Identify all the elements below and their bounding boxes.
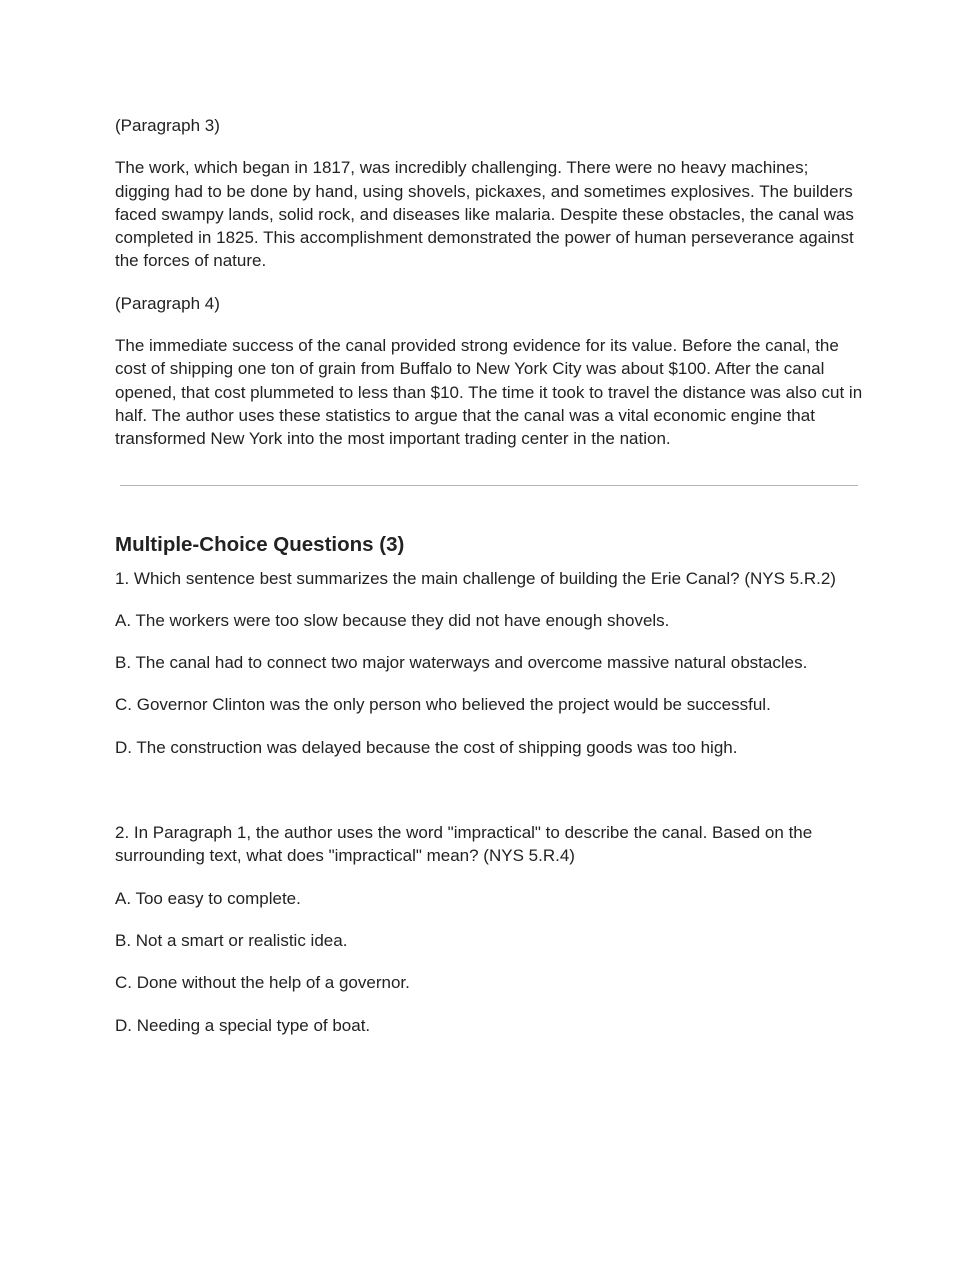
question-2-option-b: B. Not a smart or realistic idea. xyxy=(115,930,348,950)
paragraph-3-label: (Paragraph 3) xyxy=(115,116,220,135)
section-divider xyxy=(120,485,858,486)
question-2-option-a: A. Too easy to complete. xyxy=(115,888,301,908)
question-1-option-b: B. The canal had to connect two major waterways and overcome massive natural obstacles. xyxy=(115,653,808,673)
paragraph-3-text: The work, which began in 1817, was incredibly challenging. There were no heavy machines; digging had to be done by hand, using shovels, pickaxes, and sometimes explosives. The builders faced swampy lands, solid rock, and diseases like malaria. Despite these obstacles, the canal was completed in 1825. This accomplishment demonstrated the power of human perseverance against the forces of nature. xyxy=(115,158,854,271)
paragraph-4-text: The immediate success of the canal provided strong evidence for its value. Before the canal, the cost of shipping one ton of grain from Buffalo to New York City was about $100. After the canal opened, that cost plummeted to less than $10. The time it took to travel the distance was also cut in half. The author uses these statistics to argue that the canal was a vital economic engine that transformed New York into the most important trading center in the nation. xyxy=(115,336,863,449)
paragraph-4-label: (Paragraph 4) xyxy=(115,293,220,313)
section-title: Multiple-Choice Questions (3) xyxy=(115,532,405,556)
document-page xyxy=(115,114,867,1037)
question-1-prompt: 1. Which sentence best summarizes the main challenge of building the Erie Canal? (NYS 5.R.2) xyxy=(115,568,836,588)
question-1-option-a: A. The workers were too slow because they did not have enough shovels. xyxy=(115,610,670,630)
question-1-option-c: C. Governor Clinton was the only person who believed the project would be successful. xyxy=(115,695,771,715)
question-2-option-c: C. Done without the help of a governor. xyxy=(115,973,410,993)
question-2-prompt: 2. In Paragraph 1, the author uses the word "impractical" to describe the canal. Based on the surrounding text, what does "impractical" mean? (NYS 5.R.4) xyxy=(115,823,813,866)
question-1-option-d: D. The construction was delayed because the cost of shipping goods was too high. xyxy=(115,737,738,757)
question-2-option-d: D. Needing a special type of boat. xyxy=(115,1015,371,1035)
